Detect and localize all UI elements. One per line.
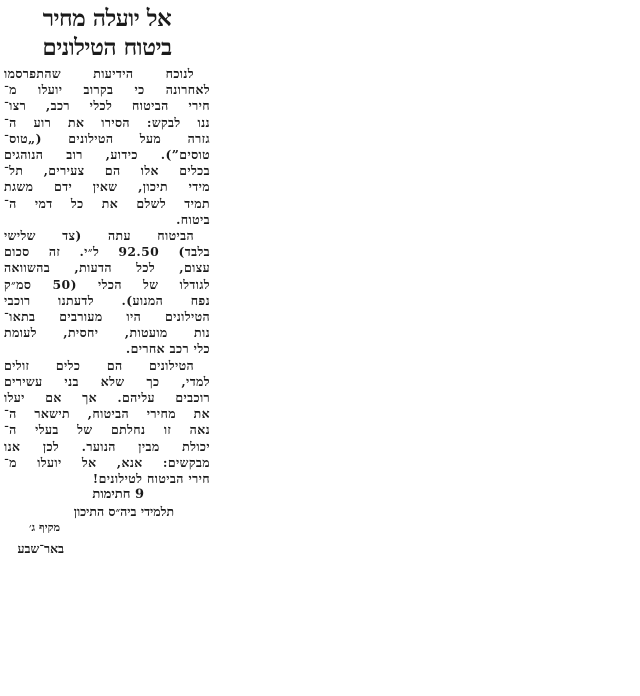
article-line: לגודלו של הכלי (50 סמ״ק xyxy=(4,276,211,292)
article-line: לנוכח הידיעות שהתפרסמו xyxy=(4,66,194,81)
headline-line-1: אל יועלה מחיר xyxy=(42,5,172,32)
article-line: למדי, כך שלא בני עשירים xyxy=(4,373,210,389)
article-line: את מחירי הביטוח, תישאר ה־ xyxy=(4,406,210,422)
article-line: נפח המנוע). לדעתנו רוכבי xyxy=(4,292,210,308)
article-line: בכלים אלו הם צעירים, תל־ xyxy=(4,163,210,179)
article-line: מבקשים: אנא, אל יועלו מ־ xyxy=(4,454,210,470)
headline xyxy=(4,4,210,62)
article-line: בלבד) 92.50 ל״י. זה סכום xyxy=(4,244,211,260)
newspaper-clipping xyxy=(4,4,210,560)
article-line: ביטוח. xyxy=(176,211,210,227)
article-line: נאה זו נחלתם של בעלי ה־ xyxy=(4,422,210,438)
article-line: רוכבים עליהם. אך אם יעלו xyxy=(4,390,210,406)
article-line: חירי הביטוח לטילונים! xyxy=(92,471,210,487)
signature-block xyxy=(4,487,210,557)
signature-group: תלמידי ביה״ס התיכון xyxy=(73,503,174,519)
article-line: גזרה מעל הטילונים („טוס־ xyxy=(4,130,210,146)
article-line: מידי תיכון, שאין ידם משגת xyxy=(4,179,210,195)
signature-city: באר־שבע xyxy=(17,540,64,556)
article-line: טוסים”). כידוע, רוב הנוהגים xyxy=(4,147,210,163)
article-line: לאחרונה כי בקרוב יועלו מ־ xyxy=(4,82,210,98)
article-line: יכולת מבין הנוער. לכן אנו xyxy=(4,438,210,454)
article-line: ננו לבקש: הסירו את רוע ה־ xyxy=(4,114,210,130)
headline-line-2: ביטוח הטילונים xyxy=(42,34,172,61)
article-line: עצום, לכל הדעות, בהשוואה xyxy=(4,260,210,276)
article-line: נות מועטות, יחסית, לעומת xyxy=(4,325,210,341)
signature-school: מקיף ג׳ xyxy=(29,521,60,535)
article-line: הטילונים היו מעורבים בתאו־ xyxy=(4,309,210,325)
article-line: הטילונים הם כלים זולים xyxy=(4,357,194,373)
article-body xyxy=(4,66,210,487)
article-line: תמיד לשלם את כל דמי ה־ xyxy=(4,195,210,211)
article-line: כלי רכב אחרים. xyxy=(125,341,210,357)
signature-count: 9 חתימות xyxy=(92,487,144,503)
article-line: חירי הביטוח לכלי רכב, רצו־ xyxy=(4,98,210,114)
article-line: הביטוח עתה (צד שלישי xyxy=(4,228,194,244)
